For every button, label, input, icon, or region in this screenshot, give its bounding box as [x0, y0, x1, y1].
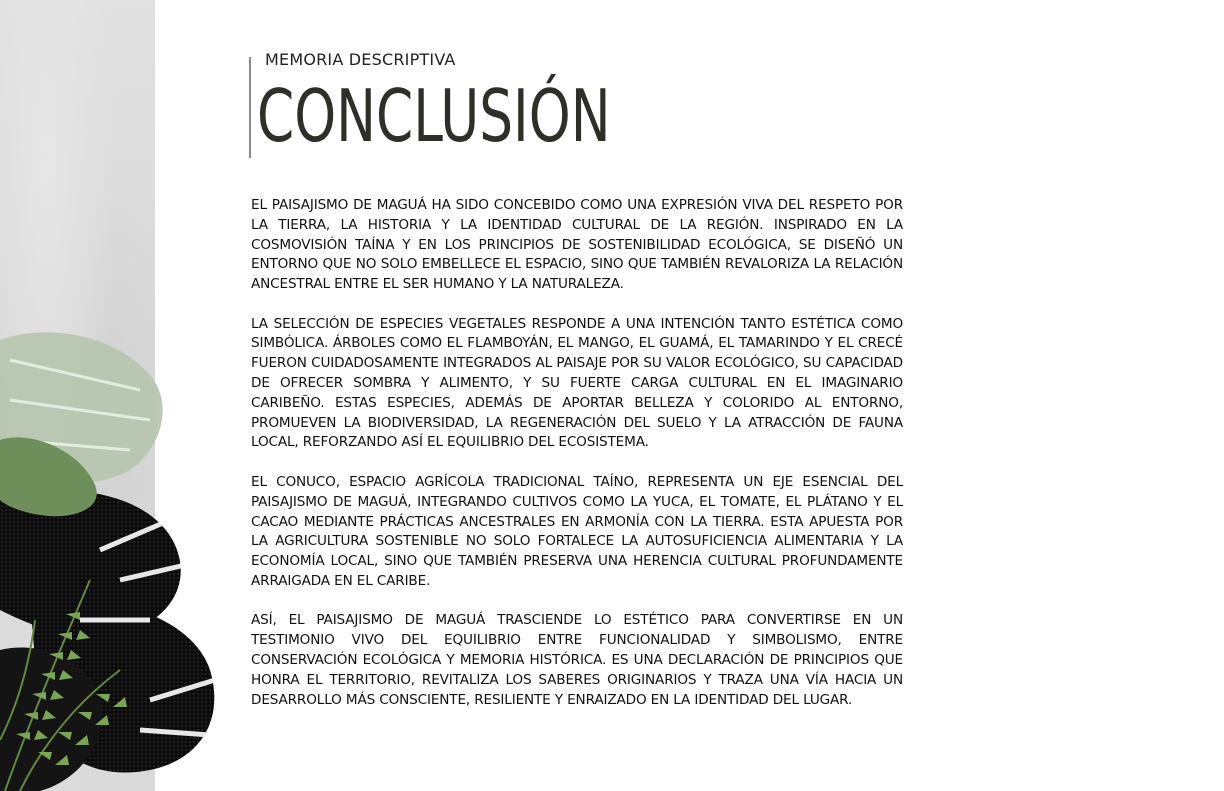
- tropical-plants-image: [0, 320, 230, 791]
- title-divider-line: [249, 57, 251, 158]
- paragraph-2: LA SELECCIÓN DE ESPECIES VEGETALES RESPONDE A UNA INTENCIÓN TANTO ESTÉTICA COMO SIMBÓLICA. ÁRBOLES COMO EL FLAMBOYÁN, EL MANGO, EL GUAMÁ, EL TAMARINDO Y EL CRECÉ FUERON CUIDADOSAMENTE INTEGRADOS AL PAISAJE POR SU VALOR ECOLÓGICO, SU CAPACIDAD DE OFRECER SOMBRA Y ALIMENTO, Y SU FUERTE CARGA CULTURAL EN EL IMAGINARIO CARIBEÑO. ESTAS ESPECIES, ADEMÁS DE APORTAR BELLEZA Y COLORIDO AL ENTORNO, PROMUEVEN LA BIODIVERSIDAD, LA REGENERACIÓN DEL SUELO Y LA ATRACCIÓN DE FAUNA LOCAL, REFORZANDO ASÍ EL EQUILIBRIO DEL ECOSISTEMA.: [251, 315, 903, 451]
- body-text: [251, 196, 903, 730]
- page-title: CONCLUSIÓN: [257, 74, 611, 158]
- paragraph-1: EL PAISAJISMO DE MAGUÁ HA SIDO CONCEBIDO COMO UNA EXPRESIÓN VIVA DEL RESPETO POR LA TIERRA, LA HISTORIA Y LA IDENTIDAD CULTURAL DE LA REGIÓN. INSPIRADO EN LA COSMOVISIÓN TAÍNA Y EN LOS PRINCIPIOS DE SOSTENIBILIDAD ECOLÓGICA, SE DISEÑÓ UN ENTORNO QUE NO SOLO EMBELLECE EL ESPACIO, SINO QUE TAMBIÉN REVALORIZA LA RELACIÓN ANCESTRAL ENTRE EL SER HUMANO Y LA NATURALEZA.: [251, 197, 903, 293]
- paragraph-3: EL CONUCO, ESPACIO AGRÍCOLA TRADICIONAL TAÍNO, REPRESENTA UN EJE ESENCIAL DEL PAISAJISMO DE MAGUÁ, INTEGRANDO CULTIVOS COMO LA YUCA, EL TOMATE, EL PLÁTANO Y EL CACAO MEDIANTE PRÁCTICAS ANCESTRALES EN ARMONÍA CON LA TIERRA. ESTA APUESTA POR LA AGRICULTURA SOSTENIBLE NO SOLO FORTALECE LA AUTOSUFICIENCIA ALIMENTARIA Y LA ECONOMÍA LOCAL, SINO QUE TAMBIÉN PRESERVA UNA HERENCIA CULTURAL PROFUNDAMENTE ARRAIGADA EN EL CARIBE.: [251, 473, 903, 589]
- section-subtitle: MEMORIA DESCRIPTIVA: [265, 50, 456, 69]
- paragraph-4: ASÍ, EL PAISAJISMO DE MAGUÁ TRASCIENDE LO ESTÉTICO PARA CONVERTIRSE EN UN TESTIMONIO VIVO DEL EQUILIBRIO ENTRE FUNCIONALIDAD Y SIMBOLISMO, ENTRE CONSERVACIÓN ECOLÓGICA Y MEMORIA HISTÓRICA. ES UNA DECLARACIÓN DE PRINCIPIOS QUE HONRA EL TERRITORIO, REVITALIZA LOS SABERES ORIGINARIOS Y TRAZA UNA VÍA HACIA UN DESARROLLO MÁS CONSCIENTE, RESILIENTE Y ENRAIZADO EN LA IDENTIDAD DEL LUGAR.: [251, 612, 903, 708]
